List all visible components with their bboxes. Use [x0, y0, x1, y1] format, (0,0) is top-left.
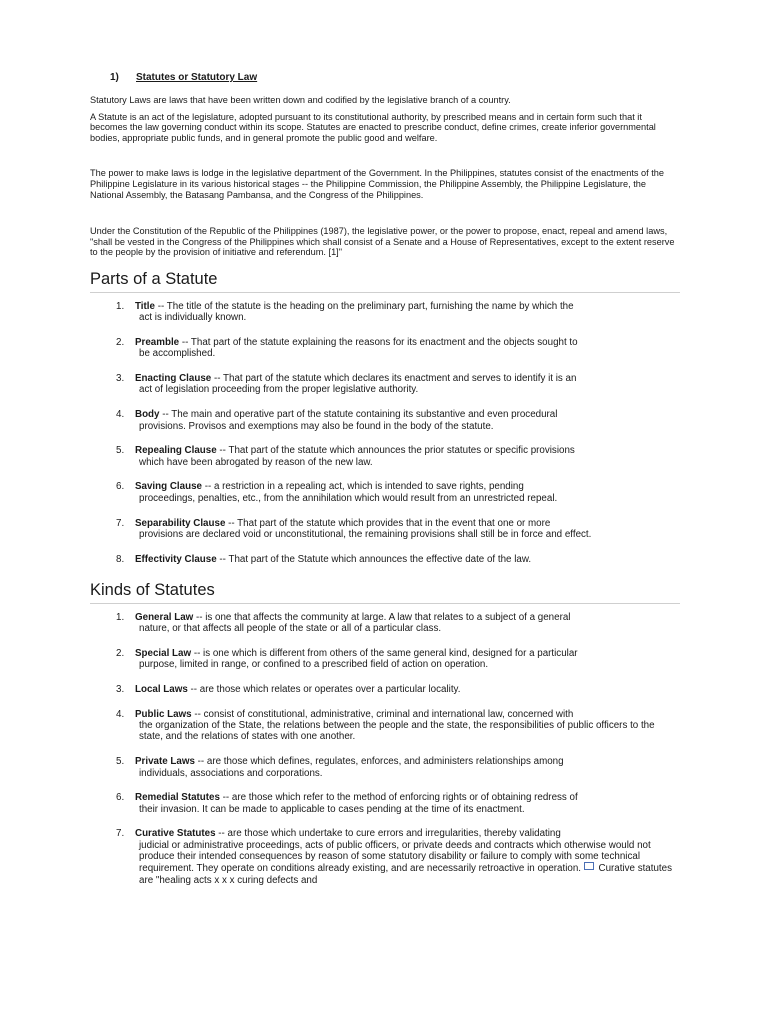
- kinds-list: [90, 612, 680, 886]
- list-item: 1. General Law -- is one that affects the community at large. A law that relates to a subject of a general nature, or that affects all people of the state or all of a particular class.: [116, 611, 571, 635]
- list-item: 6. Saving Clause -- a restriction in a repealing act, which is intended to save rights, pending proceedings, penalties, etc., from the annihilation which would result from an unrestricted repeal.: [116, 481, 558, 504]
- kinds-heading: Kinds of Statutes: [90, 581, 680, 604]
- paragraph-power: The power to make laws is lodge in the legislative department of the Government. In the Philippines, statutes consist of the enactments of the Philippine Legislature in its various historical stages -- the Philippine Commission, the Philippine Assembly, the Philippine Legislature, the National Assembly, the Batasang Pambansa, and the Congress of the Philippines.: [90, 168, 665, 200]
- list-item: 7. Separability Clause -- That part of the statute which provides that in the event that one or more provisions are declared void or unconstitutional, the remaining provisions shall still be in force and effect.: [116, 517, 592, 540]
- footnote-link-icon[interactable]: [584, 862, 594, 870]
- list-item: 1. Title -- The title of the statute is the heading on the preliminary part, furnishing the name by which the act is individually known.: [116, 300, 574, 324]
- list-item: 3. Local Laws -- are those which relates or operates over a particular locality.: [116, 684, 461, 696]
- paragraph-constitution: Under the Constitution of the Republic of the Philippines (1987), the legislative power, or the power to propose, enact, repeal and amend laws, "shall be vested in the Congress of the Philippines which shall consist of a Senate and a House of Representatives, except to the extent reserve to the people by the provision of initiative and referendum. [1]": [90, 226, 675, 258]
- list-item: 2. Preamble -- That part of the statute explaining the reasons for its enactment and the objects sought to be accomplished.: [116, 337, 578, 360]
- list-item: 4. Public Laws -- consist of constitutional, administrative, criminal and international law, concerned with the organization of the State, the relations between the people and the state, the responsibilities of public officers to the state, and the relations of states with one another.: [116, 708, 655, 743]
- list-item: 5. Repealing Clause -- That part of the statute which announces the prior statutes or specific provisions which have been abrogated by reason of the new law.: [116, 445, 575, 468]
- list-item: 7. Curative Statutes -- are those which undertake to cure errors and irregularities, thereby validating judicial or administrative proceedings, acts of public officers, or private deeds and contracts which otherwise would not produce their intended consequences by reason of some statutory disability or failure to comply with some technical requirement. They operate on conditions already existing, and are necessarily retroactive in operation. Curative statutes are "healing acts x x x curing defects and: [116, 828, 672, 886]
- parts-heading: Parts of a Statute: [90, 270, 680, 293]
- paragraph-statute: A Statute is an act of the legislature, adopted pursuant to its constitutional authority, by prescribed means and in certain form such that it becomes the law governing conduct within its scope. Statutes are enacted to prescribe conduct, define crimes, create inferior governmental bodies, appropriate public funds, and in general promote the public good and welfare.: [90, 111, 656, 143]
- document-page: [90, 60, 680, 899]
- list-item: 5. Private Laws -- are those which defines, regulates, enforces, and administers relationships among individuals, associations and corporations.: [116, 756, 564, 779]
- paragraph-definition: Statutory Laws are laws that have been written down and codified by the legislative branch of a country.: [90, 95, 511, 105]
- list-item: 4. Body -- The main and operative part of the statute containing its substantive and even procedural provisions. Provisos and exemptions may also be found in the body of the statute.: [116, 409, 558, 432]
- list-item: 3. Enacting Clause -- That part of the statute which declares its enactment and serves to identify it is an act of legislation proceeding from the proper legislative authority.: [116, 373, 577, 396]
- section-number: 1): [110, 72, 119, 83]
- list-item: 6. Remedial Statutes -- are those which refer to the method of enforcing rights or of obtaining redress of their invasion. It can be made to applicable to cases pending at the time of its enactment.: [116, 792, 578, 815]
- section-title: Statutes or Statutory Law: [136, 72, 258, 83]
- list-item: 2. Special Law -- is one which is different from others of the same general kind, designed for a particular purpose, limited in range, or confined to a prescribed field of action on operation.: [116, 647, 578, 671]
- parts-list: [90, 301, 680, 565]
- section-heading: [110, 72, 680, 84]
- list-item: 8. Effectivity Clause -- That part of the Statute which announces the effective date of the law.: [116, 553, 532, 565]
